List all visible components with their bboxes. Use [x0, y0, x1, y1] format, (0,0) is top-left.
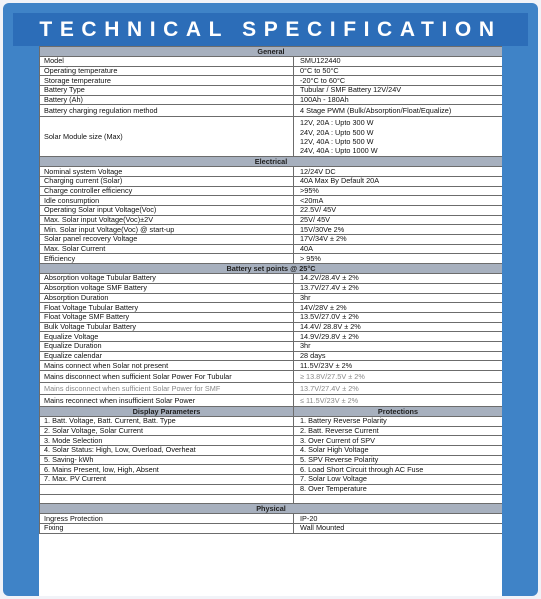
table-row [40, 57, 503, 67]
table-row [40, 417, 503, 427]
spec-value: 28 days [294, 351, 503, 361]
solar-size-line: 12V, 20A : Upto 300 W [300, 118, 374, 128]
table-row [40, 117, 503, 157]
section-physical-header: Physical [40, 504, 503, 514]
spec-label: Absorption Duration [40, 293, 294, 303]
spec-label: Operating Solar input Voltage(Voc) [40, 206, 294, 216]
spec-value: 40A Max By Default 20A [294, 176, 503, 186]
display-item: 2. Solar Voltage, Solar Current [40, 426, 294, 436]
protection-item: 6. Load Short Circuit through AC Fuse [294, 465, 503, 475]
table-row [40, 95, 503, 105]
table-row [40, 446, 503, 456]
spec-value: 3hr [294, 293, 503, 303]
spec-value: > 95% [294, 254, 503, 264]
spec-label: Efficiency [40, 254, 294, 264]
table-row [40, 186, 503, 196]
spec-value: 25V/ 45V [294, 215, 503, 225]
spec-value: 13.7V/27.4V ± 2% [294, 383, 503, 395]
display-item: 4. Solar Status: High, Low, Overload, Overheat [40, 446, 294, 456]
spec-value: 13.5V/27.0V ± 2% [294, 312, 503, 322]
spec-label: Equalize Duration [40, 341, 294, 351]
section-battery-header: Battery set points @ 25°C [40, 264, 503, 274]
table-row [40, 66, 503, 76]
table-row [40, 426, 503, 436]
table-row [40, 244, 503, 254]
page-title: TECHNICAL SPECIFICATION [13, 13, 528, 46]
display-item: 6. Mains Present, low, High, Absent [40, 465, 294, 475]
spec-value: 0°C to 50°C [294, 66, 503, 76]
solar-size-line: 12V, 40A : Upto 500 W [300, 136, 374, 146]
spec-value: -20°C to 60°C [294, 76, 503, 86]
table-row [40, 332, 503, 342]
table-row [40, 371, 503, 383]
table-row [40, 167, 503, 177]
table-row [40, 351, 503, 361]
spec-value: <20mA [294, 196, 503, 206]
table-row [40, 235, 503, 245]
spec-label: Max. Solar Current [40, 244, 294, 254]
table-row [40, 455, 503, 465]
spec-value-multiline [294, 117, 503, 157]
spec-value: 14.2V/28.4V ± 2% [294, 274, 503, 284]
section-header-row [40, 47, 503, 57]
protection-item: 3. Over Current of SPV [294, 436, 503, 446]
display-item [40, 484, 294, 494]
spec-label: Battery charging regulation method [40, 105, 294, 117]
solar-size-line: 24V, 20A : Upto 500 W [300, 127, 374, 137]
spec-value: ≤ 11.5V/23V ± 2% [294, 395, 503, 407]
table-row [40, 322, 503, 332]
table-row [40, 196, 503, 206]
spec-label: Battery Type [40, 86, 294, 96]
protection-item: 7. Solar Low Voltage [294, 475, 503, 485]
table-row [40, 215, 503, 225]
spec-value: 17V/34V ± 2% [294, 235, 503, 245]
table-row [40, 523, 503, 533]
spec-label: Absorption voltage SMF Battery [40, 283, 294, 293]
spec-value: 15V/30Ve 2% [294, 225, 503, 235]
protection-item [294, 494, 503, 504]
spec-label: Equalize Voltage [40, 332, 294, 342]
table-row [40, 312, 503, 322]
table-row [40, 303, 503, 313]
table-row [40, 274, 503, 284]
table-row [40, 484, 503, 494]
spec-label: Operating temperature [40, 66, 294, 76]
display-item: 1. Batt. Voltage, Batt. Current, Batt. Type [40, 417, 294, 427]
spec-value: 14V/28V ± 2% [294, 303, 503, 313]
spec-label: Charge controller efficiency [40, 186, 294, 196]
table-row [40, 86, 503, 96]
table-row [40, 225, 503, 235]
display-parameters-header: Display Parameters [40, 407, 294, 417]
protection-item: 2. Batt. Reverse Current [294, 426, 503, 436]
spec-value: Tubular / SMF Battery 12V/24V [294, 86, 503, 96]
display-item: 5. Saving- kWh [40, 455, 294, 465]
table-row [40, 283, 503, 293]
spec-value: 40A [294, 244, 503, 254]
protection-item: 4. Solar High Voltage [294, 446, 503, 456]
section-header-row [40, 157, 503, 167]
spec-value: IP-20 [294, 514, 503, 524]
spec-label: Mains connect when Solar not present [40, 361, 294, 371]
spec-value: 11.5V/23V ± 2% [294, 361, 503, 371]
section-general-header: General [40, 47, 503, 57]
table-row [40, 436, 503, 446]
spec-label: Mains disconnect when sufficient Solar Power for SMF [40, 383, 294, 395]
spec-label: Ingress Protection [40, 514, 294, 524]
display-item: 3. Mode Selection [40, 436, 294, 446]
spec-value: 13.7V/27.4V ± 2% [294, 283, 503, 293]
table-row [40, 514, 503, 524]
protection-item: 1. Battery Reverse Polarity [294, 417, 503, 427]
solar-size-line: 24V, 40A : Upto 1000 W [300, 146, 378, 156]
spec-label: Model [40, 57, 294, 67]
table-row [40, 494, 503, 504]
spec-value: 14.4V/ 28.8V ± 2% [294, 322, 503, 332]
display-item [40, 494, 294, 504]
spec-table-body [40, 47, 503, 534]
section-header-row [40, 407, 503, 417]
spec-label: Equalize calendar [40, 351, 294, 361]
spec-value: ≥ 13.8V/27.5V ± 2% [294, 371, 503, 383]
spec-label: Nominal system Voltage [40, 167, 294, 177]
spec-value: SMU122440 [294, 57, 503, 67]
spec-label: Storage temperature [40, 76, 294, 86]
spec-value: 22.5V/ 45V [294, 206, 503, 216]
table-row [40, 341, 503, 351]
table-row [40, 395, 503, 407]
display-item: 7. Max. PV Current [40, 475, 294, 485]
protection-item: 8. Over Temperature [294, 484, 503, 494]
section-header-row [40, 264, 503, 274]
spec-label: Max. Solar input Voltage(Voc)±2V [40, 215, 294, 225]
spec-label: Min. Solar input Voltage(Voc) @ start-up [40, 225, 294, 235]
spec-label: Solar Module size (Max) [40, 117, 294, 157]
table-row [40, 76, 503, 86]
table-row [40, 383, 503, 395]
spec-label: Solar panel recovery Voltage [40, 235, 294, 245]
table-row [40, 105, 503, 117]
spec-value: 100Ah - 180Ah [294, 95, 503, 105]
section-electrical-header: Electrical [40, 157, 503, 167]
spec-value: Wall Mounted [294, 523, 503, 533]
spec-value: 14.9V/29.8V ± 2% [294, 332, 503, 342]
table-row [40, 176, 503, 186]
spec-value: 12/24V DC [294, 167, 503, 177]
table-row [40, 361, 503, 371]
spec-label: Mains reconnect when insufficient Solar Power [40, 395, 294, 407]
protection-item: 5. SPV Reverse Polarity [294, 455, 503, 465]
spec-label: Bulk Voltage Tubular Battery [40, 322, 294, 332]
table-row [40, 475, 503, 485]
spec-label: Float Voltage Tubular Battery [40, 303, 294, 313]
spec-label: Charging current (Solar) [40, 176, 294, 186]
spec-value: >95% [294, 186, 503, 196]
spec-label: Idle consumption [40, 196, 294, 206]
table-row [40, 206, 503, 216]
spec-label: Battery (Ah) [40, 95, 294, 105]
section-header-row [40, 504, 503, 514]
spec-label: Fixing [40, 523, 294, 533]
spec-label: Mains disconnect when sufficient Solar Power For Tubular [40, 371, 294, 383]
protections-header: Protections [294, 407, 503, 417]
table-row [40, 254, 503, 264]
spec-value: 3hr [294, 341, 503, 351]
spec-frame [3, 3, 538, 596]
table-row [40, 465, 503, 475]
spec-label: Absorption voltage Tubular Battery [40, 274, 294, 284]
spec-sheet [39, 46, 502, 596]
spec-value: 4 Stage PWM (Bulk/Absorption/Float/Equalize) [294, 105, 503, 117]
table-row [40, 293, 503, 303]
spec-label: Float Voltage SMF Battery [40, 312, 294, 322]
spec-table [39, 46, 502, 534]
